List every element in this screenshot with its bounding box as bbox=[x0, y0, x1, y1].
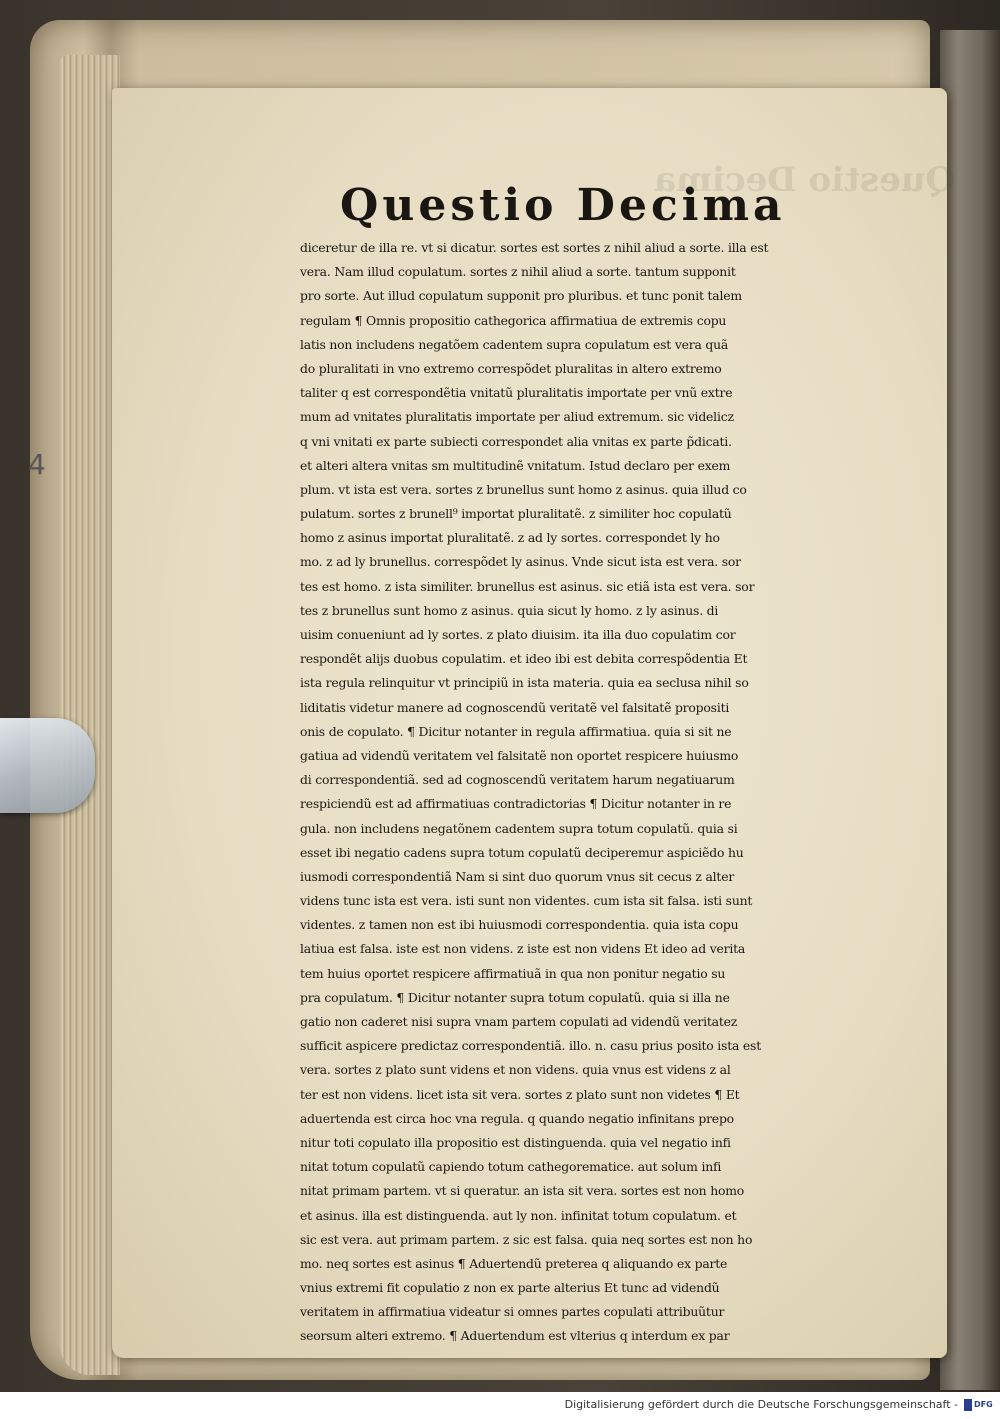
text-line: aduertenda est circa hoc vna regula. q quando negatio infinitans prepo bbox=[300, 1110, 734, 1126]
text-line: et asinus. illa est distinguenda. aut ly non. infinitat totum copulatum. et bbox=[300, 1207, 737, 1223]
text-line: do pluralitati in vno extremo correspõdet pluralitas in altero extremo bbox=[300, 360, 722, 376]
text-line: mum ad vnitates pluralitatis importate per aliud extremum. sic videlicz bbox=[300, 409, 734, 425]
text-line: tes z brunellus sunt homo z asinus. quia sicut ly homo. z ly asinus. di bbox=[300, 602, 719, 618]
page-holder-clip bbox=[0, 718, 95, 813]
text-line: iusmodi correspondentiã Nam si sint duo quorum vnus sit cecus z alter bbox=[300, 868, 735, 884]
text-line: regulam ¶ Omnis propositio cathegorica affirmatiua de extremis copu bbox=[300, 312, 727, 328]
text-line: vnius extremi fit copulatio z non ex parte alterius Et tunc ad videndũ bbox=[300, 1280, 720, 1296]
text-line: onis de copulato. ¶ Dicitur notanter in regula affirmatiua. quia si sit ne bbox=[300, 723, 732, 739]
text-line: latiua est falsa. iste est non videns. z iste est non videns Et ideo ad verita bbox=[300, 941, 746, 957]
text-line: mo. neq sortes est asinus ¶ Aduertendũ preterea q aliquando ex parte bbox=[300, 1255, 728, 1271]
facing-page-edge bbox=[940, 30, 1000, 1390]
text-line: sufficit aspicere predictaz correspondentiã. illo. n. casu prius posito ista est bbox=[300, 1038, 761, 1054]
text-line: mo. z ad ly brunellus. correspõdet ly asinus. Vnde sicut ista est vera. sor bbox=[300, 554, 741, 570]
text-line: videns tunc ista est vera. isti sunt non videntes. cum ista sit falsa. isti sunt bbox=[300, 893, 753, 909]
text-line: gatio non caderet nisi supra vnam partem copulati ad videndũ veritatez bbox=[300, 1014, 738, 1029]
text-line: diceretur de illa re. vt si dicatur. sortes est sortes z nihil aliud a sorte. illa est bbox=[300, 240, 769, 255]
text-line: sic est vera. aut primam partem. z sic est falsa. quia neq sortes est non ho bbox=[300, 1231, 753, 1247]
text-line: tes est homo. z ista similiter. brunellus est asinus. sic etiã ista est vera. sor bbox=[300, 578, 755, 594]
text-line: gula. non includens negatõnem cadentem supra totum copulatũ. quia si bbox=[300, 820, 738, 836]
text-line: vera. sortes z plato sunt videns et non videns. quia vnus est videns z al bbox=[300, 1062, 731, 1078]
dfg-logo-mark bbox=[964, 1399, 972, 1411]
text-line: pra copulatum. ¶ Dicitur notanter supra totum copulatũ. quia si illa ne bbox=[300, 989, 730, 1005]
text-line: pulatum. sortes z brunell⁹ importat pluralitatẽ. z similiter hoc copulatũ bbox=[300, 506, 732, 522]
dfg-logo-text: DFG bbox=[974, 1400, 993, 1409]
body-text bbox=[300, 236, 875, 1349]
footer-bar bbox=[0, 1392, 1000, 1419]
text-line: veritatem in affirmatiua videatur si omnes partes copulati attribuũtur bbox=[300, 1304, 725, 1320]
text-line: respondẽt alijs duobus copulatim. et ideo ibi est debita correspõdentia Et bbox=[300, 651, 748, 667]
text-line: nitat primam partem. vt si queratur. an ista sit vera. sortes est non homo bbox=[300, 1183, 745, 1199]
text-line: taliter q est correspondẽtia vnitatũ pluralitatis importate per vnũ extre bbox=[300, 385, 733, 401]
text-line: di correspondentiã. sed ad cognoscendũ veritatem harum negatiuarum bbox=[300, 772, 735, 788]
text-line: homo z asinus importat pluralitatẽ. z ad ly sortes. correspondet ly ho bbox=[300, 530, 720, 546]
dfg-logo bbox=[964, 1397, 994, 1412]
text-line: et alteri altera vnitas sm multitudinẽ vnitatum. Istud declaro per exem bbox=[300, 457, 731, 473]
text-line: nitat totum copulatũ capiendo totum cathegorematice. aut solum infi bbox=[300, 1159, 722, 1175]
text-line: latis non includens negatõem cadentem supra copulatum est vera quã bbox=[300, 336, 729, 352]
text-line: tem huius oportet respicere affirmatiuã in qua non ponitur negatio su bbox=[300, 965, 726, 981]
text-line: esset ibi negatio cadens supra totum copulatũ deciperemur aspiciẽdo hu bbox=[300, 844, 744, 860]
footer-credit: Digitalisierung gefördert durch die Deutsche Forschungsgemeinschaft - bbox=[564, 1398, 958, 1411]
page-heading: Questio Decima bbox=[340, 180, 786, 231]
text-line: pro sorte. Aut illud copulatum supponit pro pluribus. et tunc ponit talem bbox=[300, 288, 742, 304]
text-line: q vni vnitati ex parte subiecti correspondet alia vnitas ex parte p̃dicati. bbox=[300, 433, 732, 449]
page-stack-edges bbox=[60, 55, 120, 1375]
text-line: ista regula relinquitur vt principiũ in ista materia. quia ea seclusa nihil so bbox=[300, 675, 749, 691]
text-line: vera. Nam illud copulatum. sortes z nihil aliud a sorte. tantum supponit bbox=[300, 264, 736, 280]
show-through-heading: Questio Decima bbox=[654, 160, 955, 200]
text-line: gatiua ad videndũ veritatem vel falsitatẽ non oportet respicere huiusmo bbox=[300, 747, 739, 763]
text-line: uisim conueniunt ad ly sortes. z plato diuisim. ita illa duo copulatim cor bbox=[300, 627, 736, 642]
text-line: videntes. z tamen non est ibi huiusmodi correspondentia. quia ista copu bbox=[300, 917, 739, 933]
text-line: nitur toti copulato illa propositio est distinguenda. quia vel negatio infi bbox=[300, 1134, 731, 1150]
margin-pencil-mark: 4 bbox=[28, 448, 46, 481]
text-line: liditatis videtur manere ad cognoscendũ veritatẽ vel falsitatẽ propositi bbox=[300, 699, 730, 715]
text-line: ter est non videns. licet ista sit vera. sortes z plato sunt non videtes ¶ Et bbox=[300, 1086, 740, 1102]
text-line: respiciendũ est ad affirmatiuas contradictorias ¶ Dicitur notanter in re bbox=[300, 796, 732, 812]
text-line: seorsum alteri extremo. ¶ Aduertendum est vlterius q interdum ex par bbox=[300, 1328, 730, 1344]
text-line: plum. vt ista est vera. sortes z brunellus sunt homo z asinus. quia illud co bbox=[300, 481, 747, 497]
